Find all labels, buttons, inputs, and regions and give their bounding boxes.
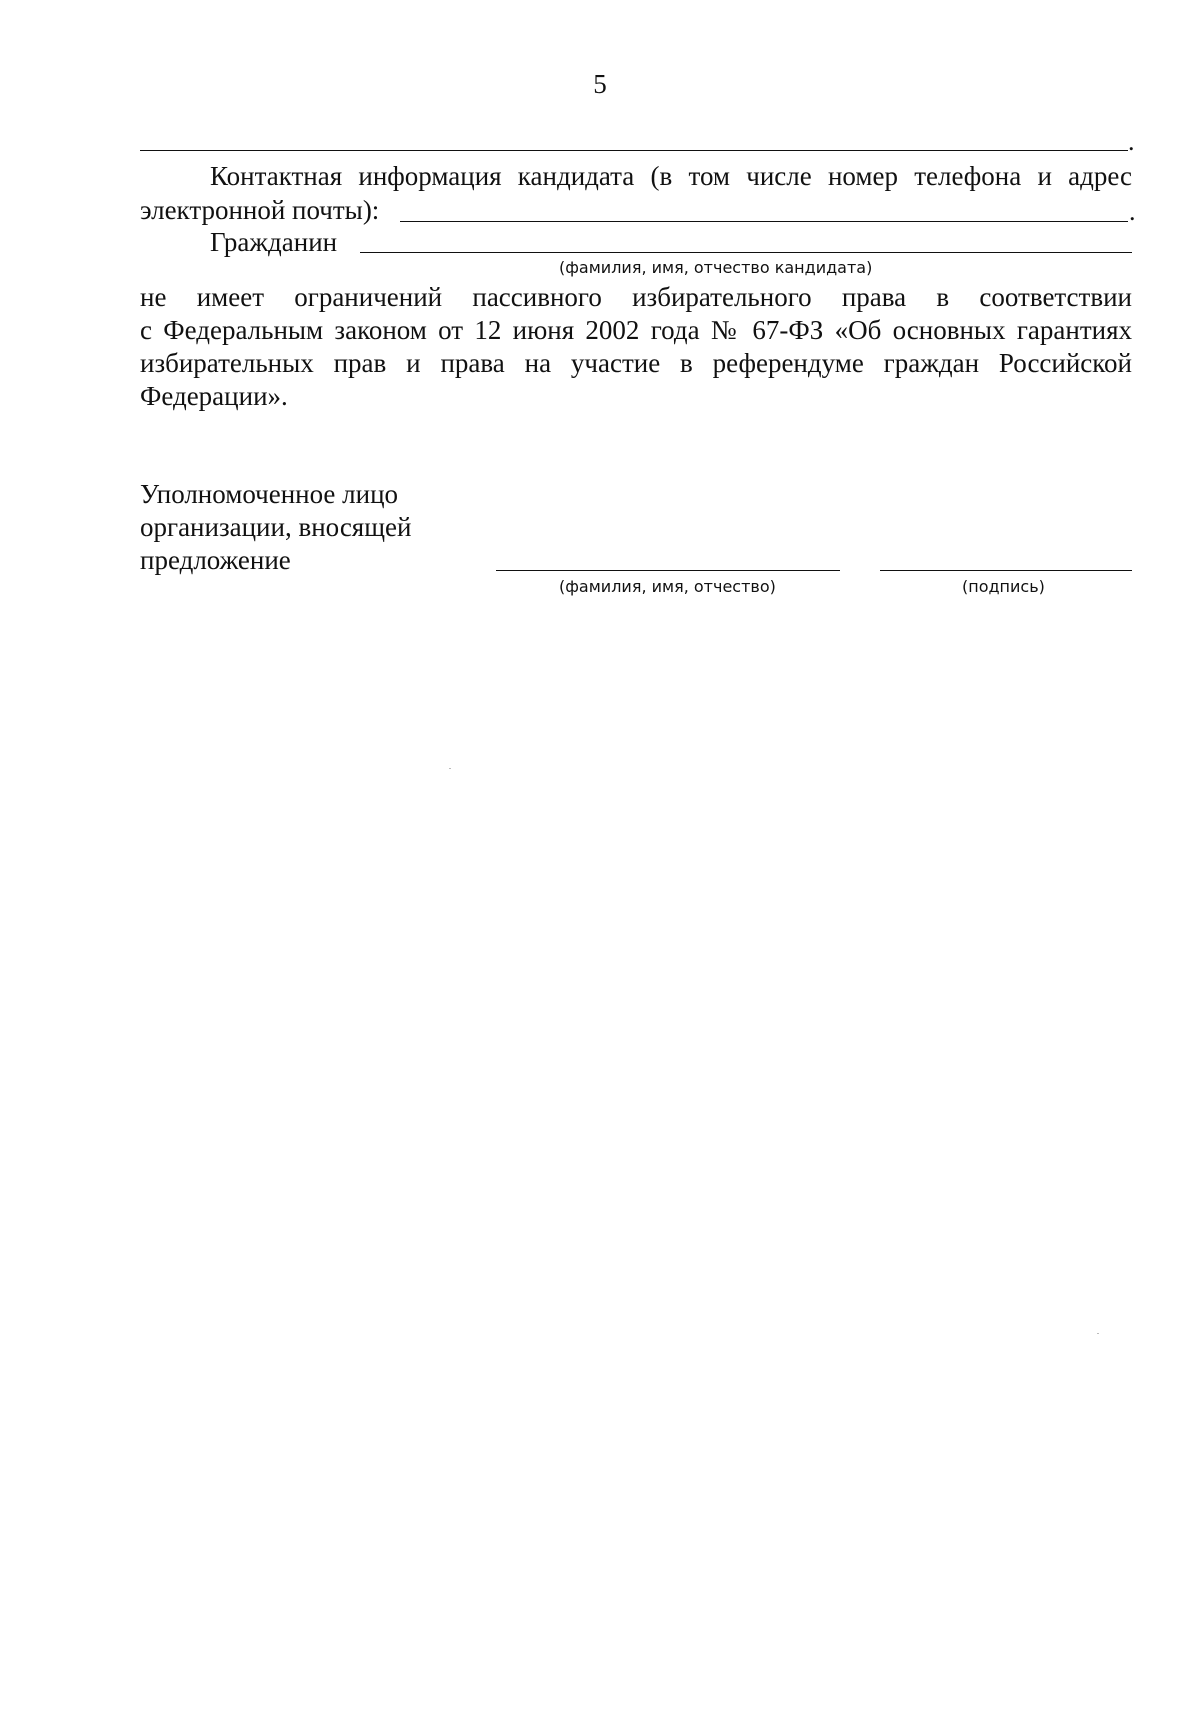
authorized-person-label-line-3: предложение xyxy=(140,545,291,575)
authorized-person-label xyxy=(140,478,411,577)
signature-fill-line xyxy=(880,570,1132,571)
citizen-name-fill-line xyxy=(360,252,1132,253)
statement-line-2: с Федеральным законом от 12 июня 2002 года № 67-ФЗ «Об основных гарантиях xyxy=(140,315,1132,345)
citizen-label: Гражданин xyxy=(210,227,338,257)
authorized-person-label-line-1: Уполномоченное лицо xyxy=(140,479,399,509)
page-number: 5 xyxy=(593,69,607,99)
contact-info-fill-line xyxy=(400,221,1128,222)
authorized-person-label-line-2: организации, вносящей xyxy=(140,512,412,542)
top-fill-line xyxy=(140,150,1128,151)
scan-speck xyxy=(1097,1333,1099,1334)
statement-line-3: избирательных прав и права на участие в референдуме граждан Российской xyxy=(140,348,1132,378)
authorized-name-caption: (фамилия, имя, отчество) xyxy=(559,577,776,596)
statement-line-1: не имеет ограничений пассивного избирательного права в соответствии xyxy=(140,282,1132,312)
authorized-name-fill-line xyxy=(496,570,840,571)
signature-caption: (подпись) xyxy=(962,577,1045,596)
citizen-name-caption: (фамилия, имя, отчество кандидата) xyxy=(559,258,873,277)
statement-line-4: Федерации». xyxy=(140,381,288,411)
contact-info-period: . xyxy=(1129,197,1136,226)
scan-speck xyxy=(449,768,451,769)
contact-info-label: электронной почты): xyxy=(140,195,380,225)
statement-paragraph xyxy=(140,281,1132,413)
contact-info-line-1: Контактная информация кандидата (в том числе номер телефона и адрес xyxy=(210,161,1132,191)
contact-info-paragraph xyxy=(140,160,1132,193)
top-fill-period: . xyxy=(1128,127,1135,156)
